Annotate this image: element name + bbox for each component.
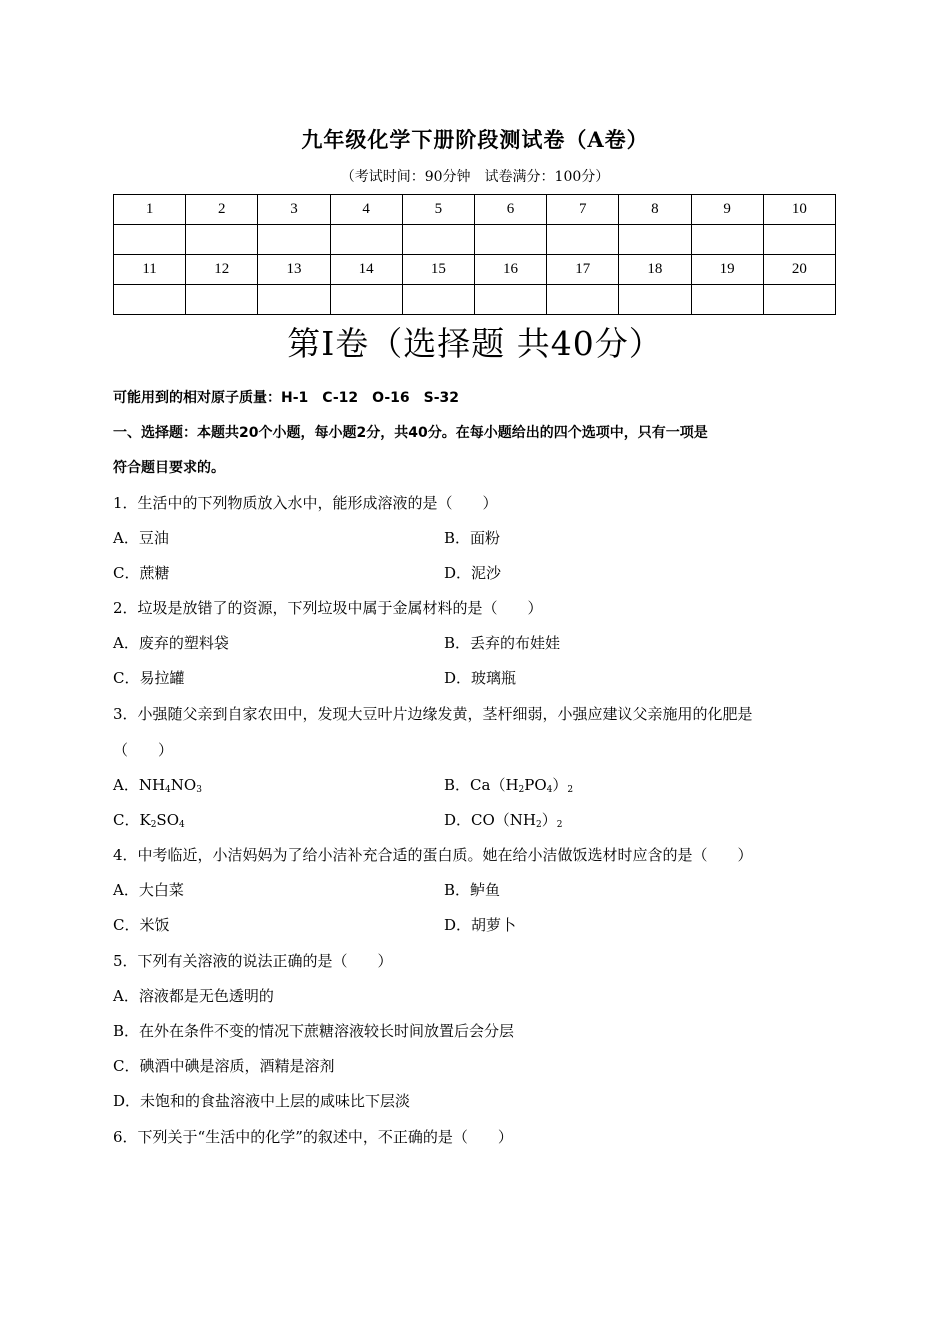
question-3-option-b[interactable] xyxy=(444,775,573,800)
question-5-option-a[interactable]: A．溶液都是无色透明的 xyxy=(113,987,274,1005)
table-cell: 1 xyxy=(114,195,186,225)
answer-blank-row-1 xyxy=(114,225,836,255)
table-cell: 20 xyxy=(763,255,835,285)
answer-cell[interactable] xyxy=(186,225,258,255)
formula-text: B．Ca（H xyxy=(444,776,519,794)
question-3-stem-line-2: （ ） xyxy=(113,741,174,759)
answer-cell[interactable] xyxy=(258,225,330,255)
answer-header-row-1 xyxy=(114,195,836,225)
table-cell: 18 xyxy=(619,255,691,285)
answer-cell[interactable] xyxy=(763,285,835,315)
table-cell: 19 xyxy=(691,255,763,285)
part-title: 第Ⅰ卷（选择题 共40分） xyxy=(287,324,663,363)
subscript: 2 xyxy=(150,820,157,830)
answer-cell[interactable] xyxy=(619,285,691,315)
table-cell: 16 xyxy=(474,255,546,285)
exam-title: 九年级化学下册阶段测试卷（A卷） xyxy=(301,127,649,152)
answer-table xyxy=(113,194,836,315)
answer-blank-row-2 xyxy=(114,285,836,315)
subscript: 2 xyxy=(536,820,542,830)
answer-cell[interactable] xyxy=(114,285,186,315)
question-4-option-d[interactable]: D．胡萝卜 xyxy=(444,916,517,934)
table-cell: 2 xyxy=(186,195,258,225)
subscript: 4 xyxy=(179,820,185,830)
formula-text: PO xyxy=(524,776,547,794)
table-cell: 3 xyxy=(258,195,330,225)
question-5-option-d[interactable]: D．未饱和的食盐溶液中上层的咸味比下层淡 xyxy=(113,1092,411,1110)
question-3-option-d[interactable] xyxy=(444,810,563,835)
table-cell: 4 xyxy=(330,195,402,225)
table-cell: 6 xyxy=(474,195,546,225)
question-5-option-c[interactable]: C．碘酒中碘是溶质，酒精是溶剂 xyxy=(113,1057,335,1075)
answer-cell[interactable] xyxy=(547,285,619,315)
table-cell: 12 xyxy=(186,255,258,285)
question-2-stem: 2．垃圾是放错了的资源，下列垃圾中属于金属材料的是（ ） xyxy=(113,599,543,617)
table-cell: 15 xyxy=(402,255,474,285)
answer-header-row-2 xyxy=(114,255,836,285)
question-2-option-d[interactable]: D．玻璃瓶 xyxy=(444,669,517,687)
table-cell: 14 xyxy=(330,255,402,285)
question-1-option-d[interactable]: D．泥沙 xyxy=(444,564,502,582)
subscript: 2 xyxy=(567,785,574,795)
question-2-option-c[interactable]: C．易拉罐 xyxy=(113,669,185,687)
subscript: 3 xyxy=(196,785,202,795)
table-cell: 9 xyxy=(691,195,763,225)
subscript: 2 xyxy=(518,785,525,795)
answer-cell[interactable] xyxy=(330,225,402,255)
subscript: 4 xyxy=(546,785,553,795)
subscript: 4 xyxy=(165,785,171,795)
table-cell: 7 xyxy=(547,195,619,225)
formula-text: SO xyxy=(156,811,179,829)
answer-cell[interactable] xyxy=(474,225,546,255)
question-1-option-c[interactable]: C．蔗糖 xyxy=(113,564,170,582)
question-1-stem: 1．生活中的下列物质放入水中，能形成溶液的是（ ） xyxy=(113,494,498,512)
atomic-mass-note: 可能用到的相对原子质量：H-1 C-12 O-16 S-32 xyxy=(113,390,459,406)
answer-cell[interactable] xyxy=(691,285,763,315)
exam-subtitle: （考试时间：90分钟 试卷满分：100分） xyxy=(340,169,610,185)
question-4-option-c[interactable]: C．米饭 xyxy=(113,916,170,934)
question-3-stem-line-1: 3．小强随父亲到自家农田中，发现大豆叶片边缘发黄，茎杆细弱，小强应建议父亲施用的化肥是 xyxy=(113,705,753,723)
formula-text: NO xyxy=(170,776,197,794)
formula-text: A．NH xyxy=(113,776,166,794)
question-4-stem: 4．中考临近，小洁妈妈为了给小洁补充合适的蛋白质。她在给小洁做饭选材时应含的是（ ） xyxy=(113,846,753,864)
question-4-option-a[interactable]: A．大白菜 xyxy=(113,881,184,899)
answer-cell[interactable] xyxy=(547,225,619,255)
formula-text: ） xyxy=(552,776,568,794)
answer-cell[interactable] xyxy=(402,285,474,315)
table-cell: 8 xyxy=(619,195,691,225)
question-2-option-a[interactable]: A．废弃的塑料袋 xyxy=(113,634,229,652)
answer-cell[interactable] xyxy=(619,225,691,255)
question-1-option-a[interactable]: A．豆油 xyxy=(113,529,169,547)
answer-cell[interactable] xyxy=(258,285,330,315)
answer-cell[interactable] xyxy=(763,225,835,255)
formula-text: D．CO（NH xyxy=(444,811,537,829)
answer-cell[interactable] xyxy=(474,285,546,315)
table-cell: 17 xyxy=(547,255,619,285)
formula-text: C．K xyxy=(113,811,151,829)
answer-cell[interactable] xyxy=(330,285,402,315)
question-2-option-b[interactable]: B．丢弃的布娃娃 xyxy=(444,634,561,652)
subscript: 2 xyxy=(556,820,563,830)
table-cell: 13 xyxy=(258,255,330,285)
answer-cell[interactable] xyxy=(114,225,186,255)
table-cell: 10 xyxy=(763,195,835,225)
question-4-option-b[interactable]: B．鲈鱼 xyxy=(444,881,501,899)
question-3-option-c[interactable] xyxy=(113,810,185,835)
answer-cell[interactable] xyxy=(402,225,474,255)
question-6-stem: 6．下列关于“生活中的化学”的叙述中，不正确的是（ ） xyxy=(113,1128,513,1146)
formula-text: ） xyxy=(541,811,557,829)
question-5-option-b[interactable]: B．在外在条件不变的情况下蔗糖溶液较长时间放置后会分层 xyxy=(113,1022,515,1040)
question-1-option-b[interactable]: B．面粉 xyxy=(444,529,501,547)
table-cell: 5 xyxy=(402,195,474,225)
section-instructions-line-2: 符合题目要求的。 xyxy=(113,460,225,476)
section-instructions-line-1: 一、选择题：本题共20个小题，每小题2分，共40分。在每小题给出的四个选项中，只有一项是 xyxy=(113,425,708,441)
table-cell: 11 xyxy=(114,255,186,285)
question-5-stem: 5．下列有关溶液的说法正确的是（ ） xyxy=(113,952,393,970)
answer-cell[interactable] xyxy=(691,225,763,255)
question-3-option-a[interactable] xyxy=(113,775,202,800)
answer-cell[interactable] xyxy=(186,285,258,315)
